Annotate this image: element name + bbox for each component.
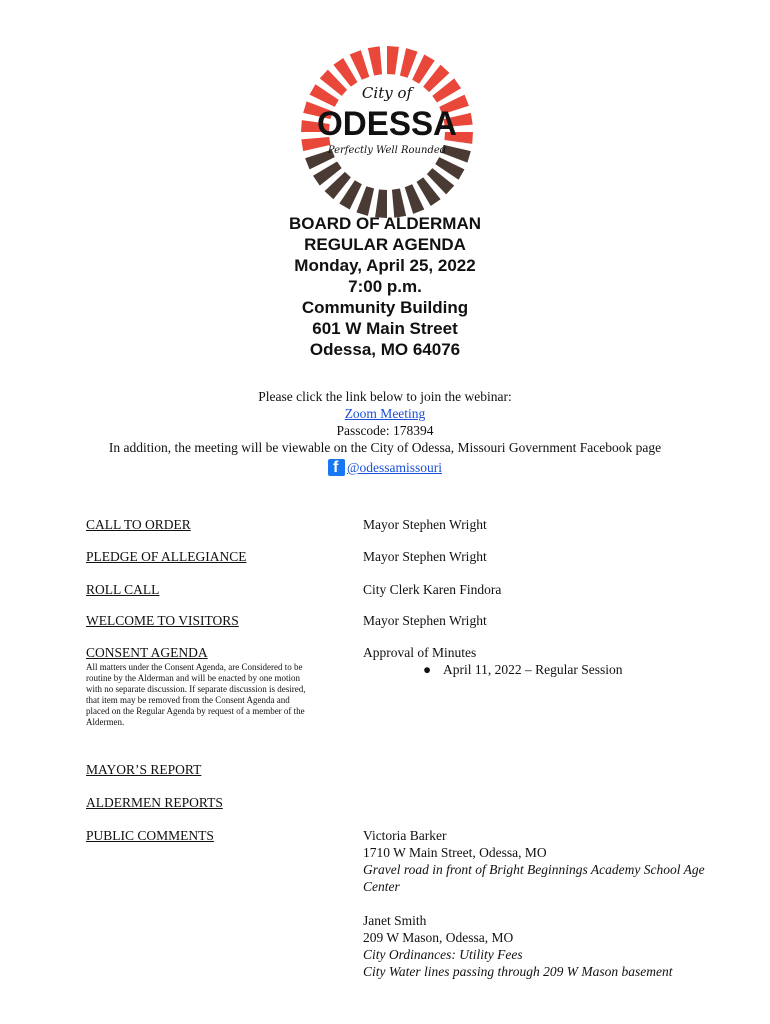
facebook-handle-link[interactable]: @odessamissouri [347,460,442,475]
agenda-item-label: MAYOR’S REPORT [86,762,202,777]
facebook-icon[interactable]: f [328,459,345,476]
logo-ray [387,46,399,75]
agenda-item-label: PUBLIC COMMENTS [86,828,214,843]
speaker-topic: City Water lines passing through 209 W Mason basement [363,964,673,979]
agenda-item-presenter: Mayor Stephen Wright [363,613,487,628]
agenda-title [0,213,770,360]
public-comment-speakers [363,827,743,980]
bullet-icon: ● [423,662,432,677]
title-line: 601 W Main Street [312,319,458,338]
passcode: Passcode: 178394 [336,423,434,438]
agenda-item-presenter: City Clerk Karen Findora [363,582,502,597]
logo-ray [356,186,374,216]
consent-bullet [363,661,743,678]
title-line: REGULAR AGENDA [304,235,466,254]
agenda-item-label: WELCOME TO VISITORS [86,613,239,628]
agenda-item-label: PLEDGE OF ALLEGIANCE [86,549,247,564]
logo-top-text: City of [361,84,413,102]
facebook-note: In addition, the meeting will be viewable on the City of Odessa, Missouri Government Facebook page [108,440,662,455]
facebook-link-row [0,459,770,476]
speaker-address: 209 W Mason, Odessa, MO [363,930,514,945]
agenda-item-label: CALL TO ORDER [86,517,191,532]
agenda-item-presenter: Mayor Stephen Wright [363,549,487,564]
title-line: Monday, April 25, 2022 [294,256,476,275]
agenda-item-presenter: Mayor Stephen Wright [363,517,487,532]
city-logo [299,44,475,220]
logo-tagline: Perfectly Well Rounded [327,145,447,156]
speaker-name: Janet Smith [363,913,427,928]
speaker-name: Victoria Barker [363,828,447,843]
webinar-info [0,388,770,476]
title-line: 7:00 p.m. [348,277,422,296]
consent-bullet-text: April 11, 2022 – Regular Session [443,662,623,677]
speaker-topic: Gravel road in front of Bright Beginnings Academy School Age Center [363,862,705,894]
consent-details [363,644,743,678]
webinar-intro: Please click the link below to join the webinar: [258,389,512,404]
logo-ray [368,46,382,75]
consent-detail: Approval of Minutes [363,645,477,660]
speaker-topic: City Ordinances: Utility Fees [363,947,523,962]
agenda-item-label: ROLL CALL [86,582,160,597]
title-line: Community Building [301,298,469,317]
title-line: BOARD OF ALDERMAN [288,214,482,233]
speaker-address: 1710 W Main Street, Odessa, MO [363,845,547,860]
agenda-item-label: ALDERMEN REPORTS [86,795,223,810]
logo-name: ODESSA [317,105,457,143]
sunburst-logo [299,44,475,220]
agenda-item-label: CONSENT AGENDA [86,645,208,660]
logo-ray [400,48,418,78]
title-line: Odessa, MO 64076 [309,340,461,359]
zoom-meeting-link[interactable]: Zoom Meeting [344,406,426,421]
consent-agenda-note: All matters under the Consent Agenda, are Considered to be routine by the Alderman and will be enacted by one motion with no separate discussion. If separate discussion is desired, that item may be removed from the Consent Agenda and placed on the Regular Agenda by request of a member of the Aldermen. [86,662,306,727]
